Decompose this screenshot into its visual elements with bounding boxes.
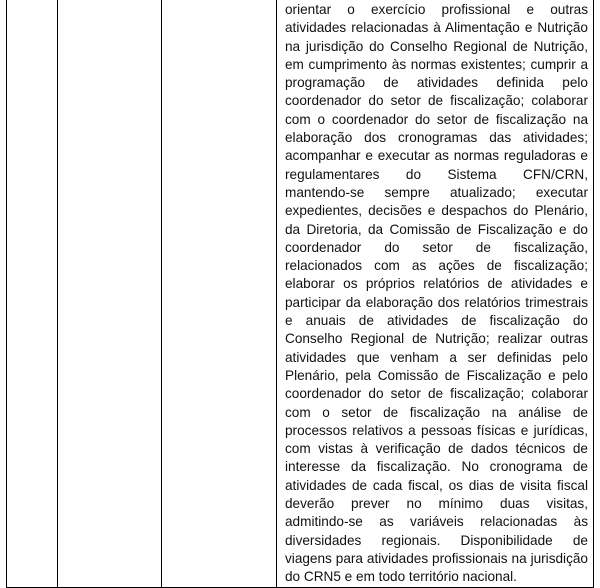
table-cell-empty-1 <box>7 0 58 587</box>
table-cell-empty-3 <box>162 0 277 587</box>
table-cell-empty-2 <box>58 0 162 587</box>
document-table <box>6 0 594 588</box>
job-description-text: orientar o exercício profissional e outras atividades relacionadas à Alimentação e Nutrição na jurisdição do Conselho Regional de Nutrição, em cumprimento às normas existentes; cumprir a programação de atividades definida pelo coordenador do setor de fiscalização; colaborar com o coordenador do setor de fiscalização na elaboração dos cronogramas das atividades; acompanhar e executar as normas reguladoras e regulamentares do Sistema CFN/CRN, mantendo-se sempre atualizado; executar expedientes, decisões e despachos do Plenário, da Diretoria, da Comissão de Fiscalização e do coordenador do setor de fiscalização, relacionados com as ações de fiscalização; elaborar os próprios relatórios de atividades e participar da elaboração dos relatórios trimestrais e anuais de atividades de fiscalização do Conselho Regional de Nutrição; realizar outras atividades que venham a ser definidas pelo Plenário, pela Comissão de Fiscalização e pelo coordenador do setor de fiscalização; colaborar com o setor de fiscalização na análise de processos relativos a pessoas físicas e jurídicas, com vistas à verificação de dados técnicos de interesse da fiscalização. No cronograma de atividades de cada fiscal, os dias de visita fiscal deverão prever no mínimo duas visitas, admitindo-se as variáveis relacionadas às diversidades regionais. Disponibilidade de viagens para atividades profissionais na jurisdição do CRN5 e em todo território nacional. <box>285 2 588 585</box>
table-cell-description <box>277 0 594 587</box>
table-row <box>7 0 594 587</box>
